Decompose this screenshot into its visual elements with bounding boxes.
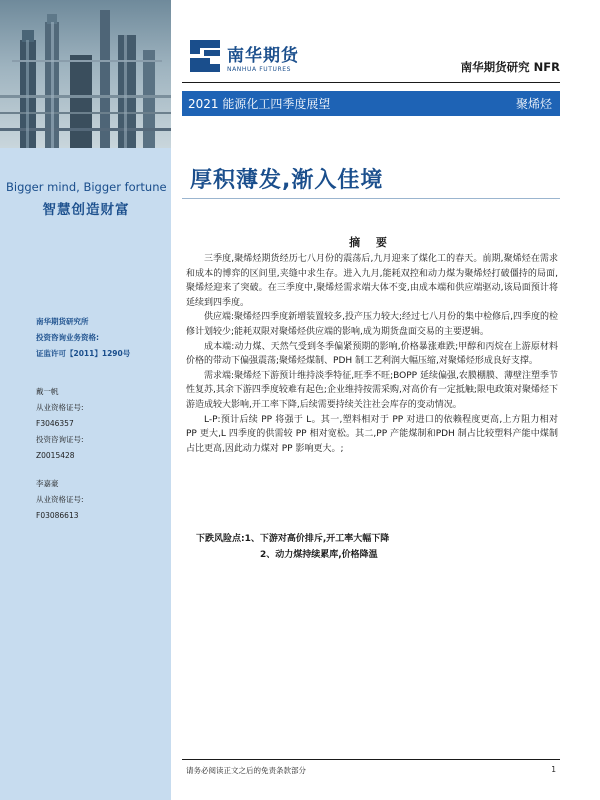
report-category: 聚烯烃 — [515, 97, 552, 111]
abstract-paragraph-supply: 供应端:聚烯烃四季度新增装置较多,投产压力较大;经过七八月份的集中检修后,四季度的检修计划较少;能耗双限对聚烯烃供应端的影响,成为期货盘面交易的主要逻辑。 — [186, 312, 558, 337]
abstract-title: 摘 要 — [349, 236, 393, 249]
research-org-info — [36, 314, 166, 362]
headline-divider — [182, 198, 560, 199]
title-bar — [182, 91, 560, 116]
cert-number: F03086613 — [36, 511, 79, 520]
footer-disclaimer: 请务必阅读正文之后的免责条款部分 — [186, 766, 306, 775]
abstract-paragraph-overview: 三季度,聚烯烃期货经历七八月份的震荡后,九月迎来了煤化工的春天。前期,聚烯烃在需求和成本的博弈的区间里,夹缝中求生存。进入九月,能耗双控和动力煤为聚烯烃打破僵持的局面,聚烯烃迎来了突破。在三季度中,聚烯烃需求端大体不变,由成本端和供应端驱动,该局面预计将延续到四季度。 — [186, 254, 558, 308]
slogan-chinese: 智慧创造财富 — [42, 202, 130, 218]
abstract-paragraph-demand: 需求端:聚烯烃下游预计维持淡季特征,旺季不旺;BOPP 延续偏强,农膜棚膜、薄壁注塑季节性复苏,其余下游四季度较难有起色;企业维持按需采购,对高价有一定抵触;限电政策对聚烯烃下游造成较大影响,开工率下降,后续需要持续关注社会库存的变动情况。 — [186, 370, 558, 410]
footer-divider — [182, 759, 560, 760]
left-sidebar — [0, 0, 171, 800]
cert-label: 从业资格证号: — [36, 403, 84, 412]
risk-line-2: 2、动力煤持续累库,价格降温 — [260, 550, 378, 560]
cover-image-refinery — [0, 0, 171, 148]
report-series-tag: 南华期货研究 NFR — [460, 60, 560, 74]
page-number: 1 — [551, 765, 556, 774]
analyst-1 — [36, 384, 166, 464]
abstract-paragraph-cost: 成本端:动力煤、天然气受到冬季偏紧预期的影响,价格暴涨难跌;甲醇和丙烷在上游原材料价格的带动下偏强震荡;聚烯烃煤制、PDH 制工艺利润大幅压缩,对聚烯烃形成良好支撑。 — [186, 341, 558, 367]
risk-points — [196, 531, 556, 563]
risk-line-1: 下跌风险点:1、下游对高价排斥,开工率大幅下降 — [196, 534, 390, 544]
analyst-2 — [36, 476, 166, 524]
nanhua-logo-icon — [190, 40, 220, 72]
org-name: 南华期货研究所 — [36, 317, 89, 326]
page-headline: 厚积薄发,渐入佳境 — [190, 168, 384, 193]
brand-name-en: NANHUA FUTURES — [227, 66, 292, 73]
abstract-paragraph-lp: L-P:预计后续 PP 将强于 L。其一,塑料相对于 PP 对进口的依赖程度更高,上方阻力相对 PP 更大,L 四季度的供需较 PP 相对宽松。其二,PP 产能煤制和PDH 制占比较塑料产能中煤制占比更高,因此动力煤对 PP 影响更大。; — [186, 414, 558, 454]
analyst-name: 李嘉豪 — [36, 479, 59, 488]
cert-label: 从业资格证号: — [36, 495, 84, 504]
cert-number: F3046357 — [36, 419, 74, 428]
report-title: 2021 能源化工四季度展望 — [188, 97, 331, 111]
analyst-name: 戴一帆 — [36, 387, 59, 396]
header-divider — [182, 82, 560, 83]
brand-name-cn: 南华期货 — [227, 46, 299, 66]
consult-label: 投资咨询证号: — [36, 435, 84, 444]
refinery-illustration — [0, 0, 171, 148]
abstract-body — [186, 252, 558, 456]
slogan-english: Bigger mind, Bigger fortune — [6, 180, 167, 194]
consult-number: Z0015428 — [36, 451, 75, 460]
license-label: 投资咨询业务资格: — [36, 333, 99, 342]
license-number: 证监许可【2011】1290号 — [36, 349, 131, 358]
